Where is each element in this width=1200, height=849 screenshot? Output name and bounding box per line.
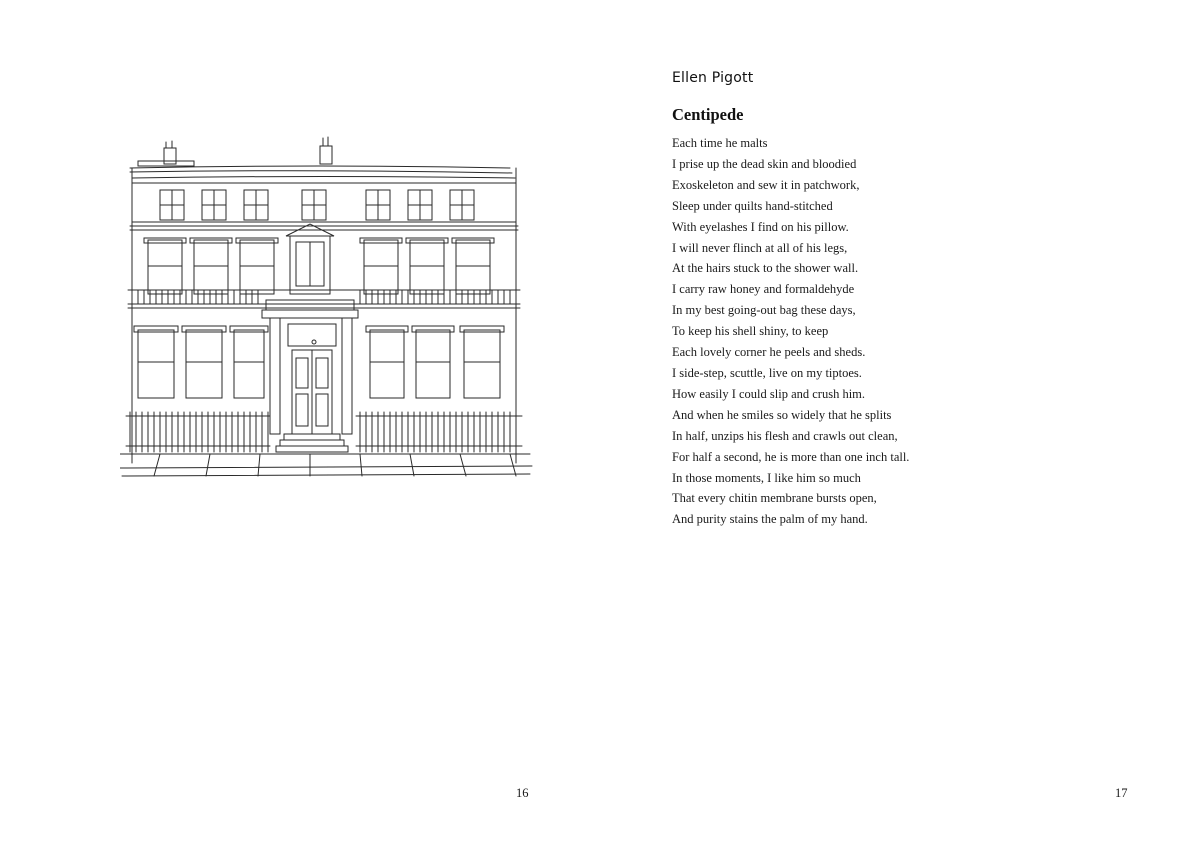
poem-line: I prise up the dead skin and bloodied <box>672 156 857 171</box>
poem-line: In my best going-out bag these days, <box>672 303 856 318</box>
poem-line: I carry raw honey and formaldehyde <box>672 282 855 297</box>
balcony <box>128 290 520 308</box>
poem-line: That every chitin membrane bursts open, <box>672 491 877 506</box>
poem-line: Exoskeleton and sew it in patchwork, <box>672 177 860 192</box>
central-pediment <box>286 224 334 294</box>
poem-line: In half, unzips his flesh and crawls out clean, <box>672 428 898 443</box>
poem-line: At the hairs stuck to the shower wall. <box>672 261 859 276</box>
poem-title: Centipede <box>672 105 744 124</box>
page-number: 16 <box>516 786 529 800</box>
front-portico <box>262 300 358 434</box>
poem-line: How easily I could slip and crush him. <box>672 386 866 401</box>
poem-line: And purity stains the palm of my hand. <box>672 512 868 527</box>
poem-line: With eyelashes I find on his pillow. <box>672 219 849 234</box>
poem-line: Each time he malts <box>672 136 768 150</box>
poem-line: I will never flinch at all of his legs, <box>672 240 848 255</box>
poem-line: To keep his shell shiny, to keep <box>672 324 829 339</box>
poem-line: For half a second, he is more than one inch tall. <box>672 449 910 464</box>
poem-body <box>672 133 909 530</box>
author-name: Ellen Pigott <box>672 70 754 86</box>
poem-line: In those moments, I like him so much <box>672 470 861 485</box>
poem-line: Sleep under quilts hand-stitched <box>672 198 833 213</box>
pavement <box>120 454 532 476</box>
townhouse-illustration <box>120 128 540 488</box>
townhouse-sketch <box>120 128 540 488</box>
front-steps <box>276 434 348 452</box>
chimneys <box>138 137 332 166</box>
right-page <box>600 0 1200 849</box>
ground-floor-windows <box>134 326 504 398</box>
page-number: 17 <box>1115 786 1128 800</box>
top-floor-windows <box>160 190 474 220</box>
poem-line: Each lovely corner he peels and sheds. <box>672 345 866 360</box>
poem-line: I side-step, scuttle, live on my tiptoes. <box>672 365 862 380</box>
poem-line: And when he smiles so widely that he splits <box>672 407 892 422</box>
